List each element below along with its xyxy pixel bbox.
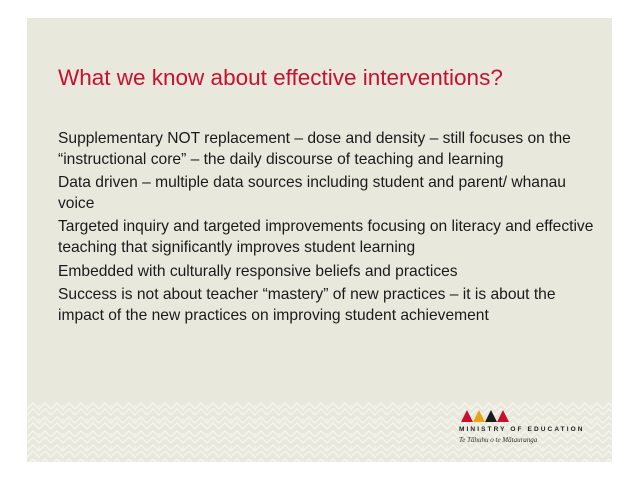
bullet-item: Success is not about teacher “mastery” of new practices – it is about the impact of the new practices on improving student achievement <box>58 286 556 324</box>
bullet-item: Targeted inquiry and targeted improvements focusing on literacy and effective teaching that significantly improves student learning <box>58 218 594 256</box>
bullet-item: Embedded with culturally responsive beliefs and practices <box>58 262 458 280</box>
bullet-list <box>58 129 603 329</box>
ministry-logo <box>459 409 599 457</box>
bullet-item: Supplementary NOT replacement – dose and density – still focuses on the “instructional core” – the daily discourse of teaching and learning <box>58 130 571 168</box>
bullet-item: Data driven – multiple data sources including student and parent/ whanau voice <box>58 174 566 212</box>
logo-triangle <box>473 410 485 422</box>
logo-triangle <box>485 410 497 422</box>
logo-tagline: Te Tāhuhu o te Mātauranga <box>459 436 538 444</box>
logo-triangle <box>497 410 509 422</box>
logo-triangle <box>461 410 473 422</box>
logo-name: MINISTRY OF EDUCATION <box>459 426 585 433</box>
slide-title: What we know about effective interventions? <box>58 65 503 90</box>
slide <box>27 18 612 462</box>
triangles-icon <box>461 409 511 423</box>
